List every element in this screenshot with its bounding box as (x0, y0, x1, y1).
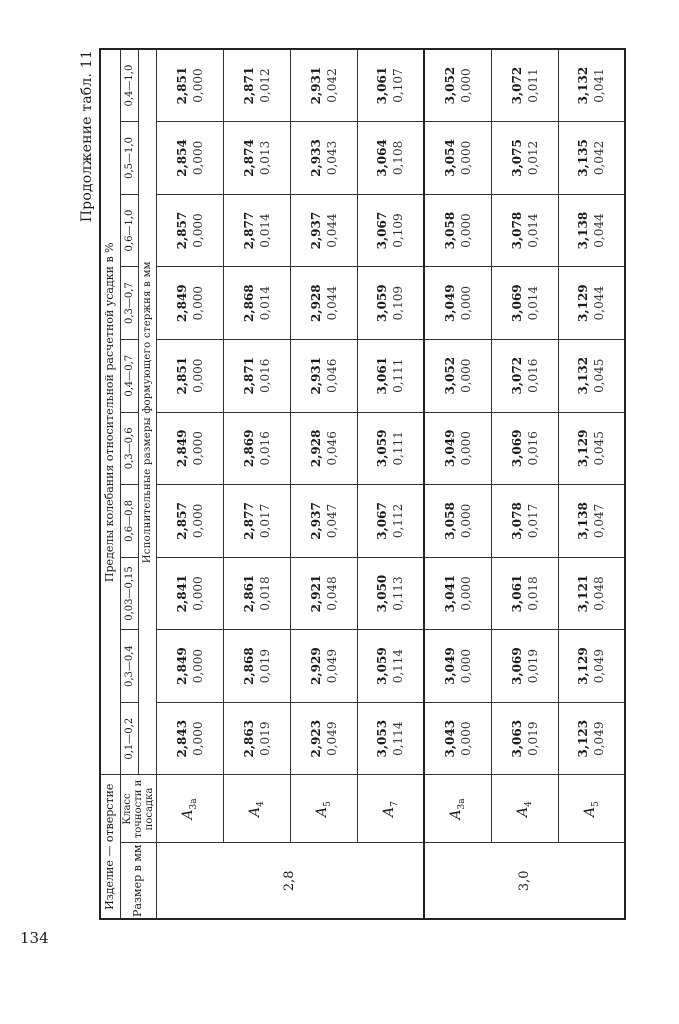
table-cell (491, 194, 558, 267)
tolerance: 0,000 (190, 68, 205, 103)
nominal-size: 2,851 (174, 66, 189, 105)
rotated-page-content (79, 50, 641, 920)
nominal-size: 3,135 (576, 139, 591, 177)
nominal-size: 3,129 (576, 647, 591, 685)
tolerance: 0,109 (391, 213, 406, 248)
nominal-size: 2,871 (241, 356, 256, 395)
fit-class (290, 775, 357, 843)
table-cell (290, 49, 357, 122)
table-cell (558, 557, 625, 630)
nominal-size: 3,072 (509, 66, 524, 105)
nominal-size: 3,041 (442, 574, 457, 613)
tolerance: 0,012 (257, 68, 272, 103)
fit-class-index: 3а (188, 798, 199, 810)
table-cell (424, 122, 491, 195)
table-cell (223, 485, 290, 558)
tolerance: 0,014 (525, 213, 540, 248)
tolerance: 0,049 (324, 648, 339, 684)
tolerance: 0,113 (391, 576, 406, 611)
table-cell (223, 557, 290, 630)
nominal-size: 2,933 (308, 139, 323, 177)
tolerance: 0,047 (592, 503, 607, 539)
fit-class-letter: A (448, 809, 465, 820)
table-cell (357, 485, 424, 558)
table-cell (424, 339, 491, 412)
table-cell (558, 702, 625, 775)
tolerance: 0,000 (458, 576, 473, 611)
table-cell (156, 557, 223, 630)
tolerance: 0,046 (324, 358, 339, 393)
tolerance: 0,000 (190, 721, 205, 756)
table-cell (290, 267, 357, 340)
fit-class-letter: A (314, 806, 331, 817)
tolerance: 0,043 (324, 140, 339, 176)
fit-class-index: 5 (590, 801, 601, 807)
table-cell (223, 702, 290, 775)
nominal-size: 2,929 (308, 647, 323, 685)
nominal-size: 2,877 (241, 211, 256, 250)
nominal-size: 2,851 (174, 356, 189, 395)
nominal-size: 2,868 (241, 647, 256, 685)
header-range-5: 0,3—0,6 (120, 412, 138, 485)
fit-class (558, 775, 625, 843)
header-range-7: 0,3—0,7 (120, 267, 138, 340)
table-cell (223, 49, 290, 122)
tolerance: 0,000 (458, 358, 473, 393)
nominal-size: 3,061 (509, 574, 524, 613)
header-product: Изделие — отверстие (100, 775, 120, 919)
table-cell (357, 49, 424, 122)
table-cell (357, 194, 424, 267)
tolerance: 0,045 (592, 358, 607, 393)
table-cell (424, 630, 491, 703)
nominal-size: 3,067 (375, 211, 390, 250)
nominal-size: 2,849 (174, 429, 189, 468)
tolerance: 0,045 (592, 431, 607, 466)
nominal-size: 2,923 (308, 719, 323, 758)
nominal-size: 3,052 (442, 356, 457, 395)
tolerance: 0,016 (257, 358, 272, 393)
nominal-size: 2,857 (174, 502, 189, 540)
table-cell (156, 630, 223, 703)
tolerance: 0,013 (257, 140, 272, 176)
nominal-size: 2,931 (308, 66, 323, 105)
nominal-size: 2,861 (241, 574, 256, 613)
table-row (424, 49, 491, 919)
table-cell (156, 339, 223, 412)
nominal-size: 3,069 (509, 284, 524, 322)
tolerance: 0,000 (190, 648, 205, 684)
table-cell (424, 557, 491, 630)
header-range-10: 0,4—1,0 (120, 49, 138, 122)
table-cell (491, 485, 558, 558)
tolerance: 0,000 (190, 285, 205, 321)
header-range-8: 0,6—1,0 (120, 194, 138, 267)
header-range-9: 0,5—1,0 (120, 122, 138, 195)
nominal-size: 3,078 (509, 211, 524, 250)
nominal-size: 3,069 (509, 429, 524, 468)
nominal-size: 3,069 (509, 647, 524, 685)
table-cell (357, 339, 424, 412)
tolerance: 0,017 (257, 503, 272, 539)
table-cell (156, 194, 223, 267)
table-row (357, 49, 424, 919)
table-row (290, 49, 357, 919)
tolerance: 0,016 (525, 431, 540, 466)
nominal-size: 3,072 (509, 356, 524, 395)
tolerance: 0,019 (525, 648, 540, 684)
nominal-size: 3,058 (442, 211, 457, 250)
header-subtitle: Исполнительные размеры формующего стержня в мм (138, 49, 156, 775)
table-cell (424, 267, 491, 340)
nominal-size: 3,078 (509, 502, 524, 540)
nominal-size: 3,058 (442, 502, 457, 540)
table-cell (424, 194, 491, 267)
tolerance: 0,044 (324, 213, 339, 248)
header-range-1: 0,1—0,2 (120, 702, 138, 775)
tolerance: 0,018 (525, 576, 540, 611)
nominal-size: 3,050 (375, 574, 390, 613)
header-size: Размер в мм (120, 843, 156, 919)
table-cell (156, 49, 223, 122)
nominal-size: 3,059 (375, 284, 390, 322)
fit-class-letter: A (180, 809, 197, 820)
nominal-size: 3,123 (576, 719, 591, 758)
table-cell (156, 267, 223, 340)
fit-class (357, 775, 424, 843)
tolerance: 0,112 (391, 503, 406, 539)
table-cell (223, 267, 290, 340)
table-wrapper (99, 50, 626, 920)
nominal-size: 2,928 (308, 429, 323, 468)
table-cell (290, 194, 357, 267)
tolerance: 0,046 (324, 431, 339, 466)
table-cell (558, 485, 625, 558)
tolerance: 0,041 (592, 68, 607, 103)
nominal-size: 3,067 (375, 502, 390, 540)
table-cell (491, 412, 558, 485)
table-cell (156, 485, 223, 558)
tolerance: 0,044 (592, 285, 607, 321)
table-cell (156, 412, 223, 485)
tolerance: 0,019 (257, 721, 272, 756)
table-cell (156, 702, 223, 775)
tolerance: 0,000 (458, 140, 473, 176)
nominal-size: 3,121 (576, 574, 591, 613)
tolerance: 0,044 (592, 213, 607, 248)
nominal-size: 3,138 (576, 211, 591, 250)
table-caption: Продолжение табл. 11 (79, 50, 95, 223)
table-cell (290, 557, 357, 630)
nominal-size: 2,868 (241, 284, 256, 322)
nominal-size: 3,129 (576, 429, 591, 468)
nominal-size: 3,064 (375, 139, 390, 177)
shrinkage-table (99, 48, 626, 920)
table-cell (290, 702, 357, 775)
nominal-size: 2,849 (174, 647, 189, 685)
tolerance: 0,049 (592, 648, 607, 684)
tolerance: 0,016 (257, 431, 272, 466)
table-cell (223, 339, 290, 412)
tolerance: 0,114 (391, 648, 406, 684)
table-cell (424, 485, 491, 558)
tolerance: 0,014 (257, 213, 272, 248)
nominal-size: 3,049 (442, 284, 457, 322)
nominal-size: 2,874 (241, 139, 256, 177)
nominal-size: 2,877 (241, 502, 256, 540)
nominal-size: 3,132 (576, 66, 591, 105)
table-cell (223, 194, 290, 267)
size-value: 2,8 (156, 843, 424, 919)
table-cell (156, 122, 223, 195)
fit-class-letter: A (515, 806, 532, 817)
tolerance: 0,014 (257, 285, 272, 321)
fit-class-letter: A (581, 806, 598, 817)
nominal-size: 3,053 (375, 719, 390, 758)
table-cell (491, 630, 558, 703)
table-cell (357, 412, 424, 485)
tolerance: 0,107 (391, 68, 406, 103)
table-cell (357, 122, 424, 195)
nominal-size: 2,863 (241, 719, 256, 758)
table-cell (290, 339, 357, 412)
nominal-size: 2,843 (174, 719, 189, 758)
nominal-size: 3,059 (375, 647, 390, 685)
page-number: 134 (20, 929, 49, 947)
header-range-2: 0,3—0,4 (120, 630, 138, 703)
table-cell (491, 267, 558, 340)
tolerance: 0,000 (458, 503, 473, 539)
tolerance: 0,014 (525, 285, 540, 321)
fit-class-index: 7 (389, 801, 400, 807)
table-cell (491, 122, 558, 195)
nominal-size: 3,052 (442, 66, 457, 105)
nominal-size: 2,869 (241, 429, 256, 468)
header-ranges-title: Пределы колебания относительной расчетной усадки в % (100, 49, 120, 775)
nominal-size: 3,132 (576, 356, 591, 395)
fit-class (223, 775, 290, 843)
nominal-size: 3,043 (442, 719, 457, 758)
table-cell (424, 49, 491, 122)
table-cell (357, 702, 424, 775)
table-cell (357, 557, 424, 630)
nominal-size: 2,928 (308, 284, 323, 322)
table-row (223, 49, 290, 919)
table-row (491, 49, 558, 919)
table-cell (223, 630, 290, 703)
tolerance: 0,000 (458, 213, 473, 248)
fit-class (424, 775, 491, 843)
nominal-size: 3,063 (509, 719, 524, 758)
nominal-size: 3,049 (442, 647, 457, 685)
nominal-size: 3,054 (442, 139, 457, 177)
table-cell (558, 194, 625, 267)
nominal-size: 2,937 (308, 211, 323, 250)
nominal-size: 2,931 (308, 356, 323, 395)
tolerance: 0,012 (525, 140, 540, 176)
table-row (156, 49, 223, 919)
nominal-size: 3,059 (375, 429, 390, 468)
table-cell (290, 412, 357, 485)
table-cell (357, 630, 424, 703)
tolerance: 0,048 (324, 576, 339, 611)
tolerance: 0,000 (190, 213, 205, 248)
nominal-size: 3,138 (576, 502, 591, 540)
tolerance: 0,108 (391, 140, 406, 176)
tolerance: 0,109 (391, 285, 406, 321)
table-cell (357, 267, 424, 340)
tolerance: 0,044 (324, 285, 339, 321)
tolerance: 0,048 (592, 576, 607, 611)
table-cell (558, 49, 625, 122)
table-cell (558, 339, 625, 412)
tolerance: 0,042 (324, 68, 339, 103)
tolerance: 0,049 (324, 721, 339, 756)
header-range-6: 0,4—0,7 (120, 339, 138, 412)
tolerance: 0,000 (190, 503, 205, 539)
tolerance: 0,000 (458, 68, 473, 103)
nominal-size: 2,854 (174, 139, 189, 177)
table-cell (290, 485, 357, 558)
fit-class-index: 4 (255, 801, 266, 807)
nominal-size: 2,849 (174, 284, 189, 322)
fit-class-letter: A (380, 806, 397, 817)
tolerance: 0,049 (592, 721, 607, 756)
table-cell (223, 412, 290, 485)
nominal-size: 2,921 (308, 574, 323, 613)
tolerance: 0,000 (458, 648, 473, 684)
tolerance: 0,000 (190, 576, 205, 611)
table-cell (558, 267, 625, 340)
tolerance: 0,011 (525, 68, 540, 103)
nominal-size: 2,857 (174, 211, 189, 250)
table-row (558, 49, 625, 919)
tolerance: 0,000 (190, 358, 205, 393)
tolerance: 0,000 (458, 285, 473, 321)
table-cell (223, 122, 290, 195)
nominal-size: 3,061 (375, 356, 390, 395)
fit-class-index: 3а (457, 798, 468, 810)
table-cell (491, 702, 558, 775)
fit-class-index: 5 (322, 801, 333, 807)
tolerance: 0,017 (525, 503, 540, 539)
tolerance: 0,111 (391, 358, 406, 393)
tolerance: 0,018 (257, 576, 272, 611)
fit-class-index: 4 (523, 801, 534, 807)
nominal-size: 2,871 (241, 66, 256, 105)
nominal-size: 2,841 (174, 574, 189, 613)
tolerance: 0,000 (458, 721, 473, 756)
table-body (156, 49, 625, 919)
tolerance: 0,019 (525, 721, 540, 756)
fit-class (156, 775, 223, 843)
table-cell (491, 557, 558, 630)
size-value: 3,0 (424, 843, 625, 919)
nominal-size: 3,075 (509, 139, 524, 177)
table-cell (290, 122, 357, 195)
header-range-4: 0,6—0,8 (120, 485, 138, 558)
tolerance: 0,016 (525, 358, 540, 393)
table-cell (424, 412, 491, 485)
tolerance: 0,114 (391, 721, 406, 756)
header-fit-class: Класс точности и посадка (120, 775, 156, 843)
table-cell (290, 630, 357, 703)
header-range-3: 0,03—0,15 (120, 557, 138, 630)
tolerance: 0,047 (324, 503, 339, 539)
tolerance: 0,019 (257, 648, 272, 684)
table-cell (558, 412, 625, 485)
tolerance: 0,111 (391, 431, 406, 466)
table-cell (491, 49, 558, 122)
fit-class-letter: A (247, 806, 264, 817)
tolerance: 0,000 (190, 431, 205, 466)
table-cell (424, 702, 491, 775)
nominal-size: 2,937 (308, 502, 323, 540)
tolerance: 0,000 (458, 431, 473, 466)
fit-class (491, 775, 558, 843)
nominal-size: 3,129 (576, 284, 591, 322)
table-cell (491, 339, 558, 412)
nominal-size: 3,049 (442, 429, 457, 468)
table-cell (558, 122, 625, 195)
nominal-size: 3,061 (375, 66, 390, 105)
tolerance: 0,000 (190, 140, 205, 176)
table-cell (558, 630, 625, 703)
tolerance: 0,042 (592, 140, 607, 176)
